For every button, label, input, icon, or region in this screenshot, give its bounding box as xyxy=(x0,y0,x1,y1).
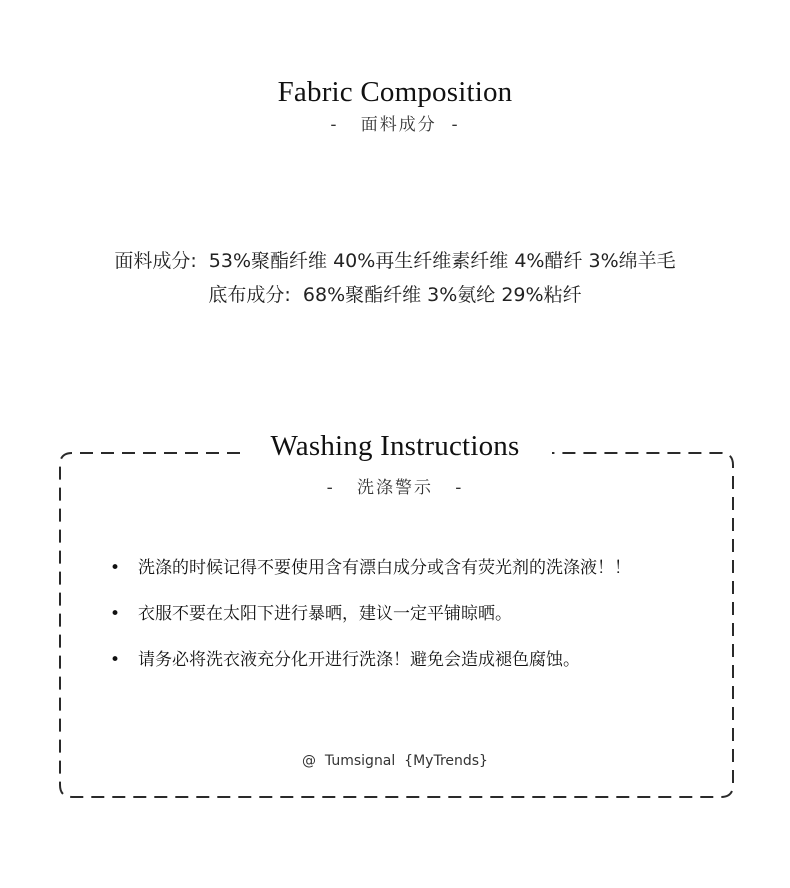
washing-instructions-subtitle: - 洗涤警示 - xyxy=(326,478,464,498)
instruction-text: 洗涤的时候记得不要使用含有漂白成分或含有荧光剂的洗涤液！！ xyxy=(138,558,631,578)
brand-signature: @ Tumsignal {MyTrends} xyxy=(302,753,488,769)
bullet-icon: • xyxy=(110,650,121,670)
instruction-item xyxy=(110,650,710,670)
instruction-item xyxy=(110,558,710,578)
fabric-composition-title: Fabric Composition xyxy=(277,76,513,108)
bullet-icon: • xyxy=(110,558,121,578)
fabric-composition-subtitle: - 面料成分 - xyxy=(330,115,460,135)
washing-instructions-title: Washing Instructions xyxy=(270,430,520,462)
instruction-text: 衣服不要在太阳下进行暴晒，建议一定平铺晾晒。 xyxy=(138,604,512,624)
washing-title-wrap xyxy=(245,432,545,461)
bullet-icon: • xyxy=(110,604,121,624)
base-fabric-composition: 底布成分: 68%聚酯纤维 3%氨纶 29%粘纤 xyxy=(208,284,582,306)
instruction-item xyxy=(110,604,710,624)
outer-fabric-composition: 面料成分: 53%聚酯纤维 40%再生纤维素纤维 4%醋纤 3%绵羊毛 xyxy=(114,250,676,272)
instruction-text: 请务必将洗衣液充分化开进行洗涤！避免会造成褪色腐蚀。 xyxy=(138,650,580,670)
